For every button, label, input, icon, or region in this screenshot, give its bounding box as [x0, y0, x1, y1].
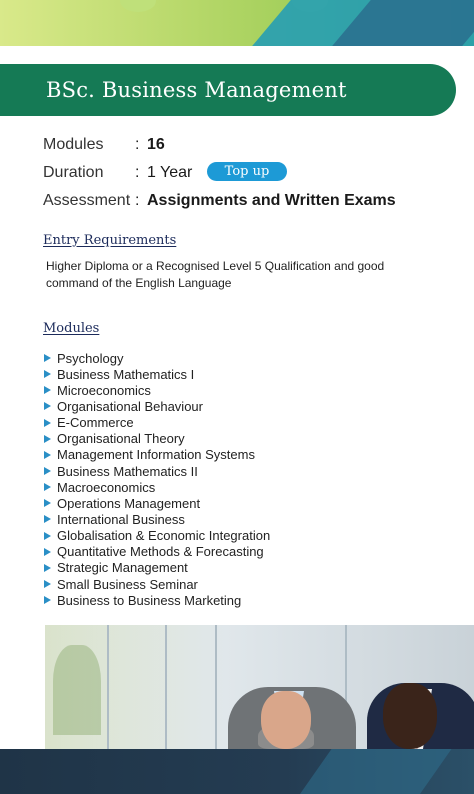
- list-item: Management Information Systems: [44, 447, 270, 463]
- list-item: Small Business Seminar: [44, 576, 270, 592]
- duration-label: Duration: [43, 164, 104, 181]
- module-list: [44, 350, 270, 608]
- list-item: Business Mathematics I: [44, 366, 270, 382]
- duration-row: [43, 159, 396, 187]
- list-item: Strategic Management: [44, 560, 270, 576]
- bullet-arrow-icon: [44, 499, 51, 507]
- bullet-arrow-icon: [44, 386, 51, 394]
- list-item: Organisational Theory: [44, 431, 270, 447]
- list-item: Organisational Behaviour: [44, 398, 270, 414]
- bullet-arrow-icon: [44, 548, 51, 556]
- title-bar: [0, 64, 456, 116]
- modules-row: [43, 131, 396, 159]
- colon: :: [135, 164, 140, 181]
- list-item: Operations Management: [44, 495, 270, 511]
- modules-value: 16: [147, 136, 165, 153]
- top-decorative-band: [0, 0, 474, 46]
- bullet-arrow-icon: [44, 564, 51, 572]
- assessment-label: Assessment: [43, 192, 131, 209]
- list-item: E-Commerce: [44, 415, 270, 431]
- modules-label: Modules: [43, 136, 104, 153]
- colon: :: [135, 136, 140, 153]
- bottom-decorative-band: [0, 749, 474, 794]
- duration-value: 1 Year: [147, 164, 193, 181]
- bullet-arrow-icon: [44, 354, 51, 362]
- bullet-arrow-icon: [44, 596, 51, 604]
- bullet-arrow-icon: [44, 467, 51, 475]
- entry-requirements-heading: Entry Requirements: [43, 233, 177, 248]
- bullet-arrow-icon: [44, 370, 51, 378]
- bullet-arrow-icon: [44, 435, 51, 443]
- bullet-arrow-icon: [44, 532, 51, 540]
- list-item: Psychology: [44, 350, 270, 366]
- list-item: Macroeconomics: [44, 479, 270, 495]
- page-title: BSc. Business Management: [46, 78, 347, 102]
- bullet-arrow-icon: [44, 451, 51, 459]
- list-item: Business to Business Marketing: [44, 592, 270, 608]
- entry-requirements-text: Higher Diploma or a Recognised Level 5 Qualification and good command of the English Language: [46, 259, 385, 290]
- bullet-arrow-icon: [44, 419, 51, 427]
- top-up-badge: Top up: [207, 162, 287, 181]
- course-info: [43, 131, 396, 215]
- list-item: Business Mathematics II: [44, 463, 270, 479]
- assessment-row: [43, 187, 396, 215]
- list-item: International Business: [44, 511, 270, 527]
- business-people-photo: [45, 625, 474, 749]
- colon: :: [135, 192, 140, 209]
- list-item: Quantitative Methods & Forecasting: [44, 544, 270, 560]
- bullet-arrow-icon: [44, 515, 51, 523]
- list-item: Microeconomics: [44, 382, 270, 398]
- bullet-arrow-icon: [44, 483, 51, 491]
- modules-heading: Modules: [43, 321, 100, 336]
- bullet-arrow-icon: [44, 580, 51, 588]
- assessment-value: Assignments and Written Exams: [147, 192, 396, 209]
- list-item: Globalisation & Economic Integration: [44, 528, 270, 544]
- bullet-arrow-icon: [44, 402, 51, 410]
